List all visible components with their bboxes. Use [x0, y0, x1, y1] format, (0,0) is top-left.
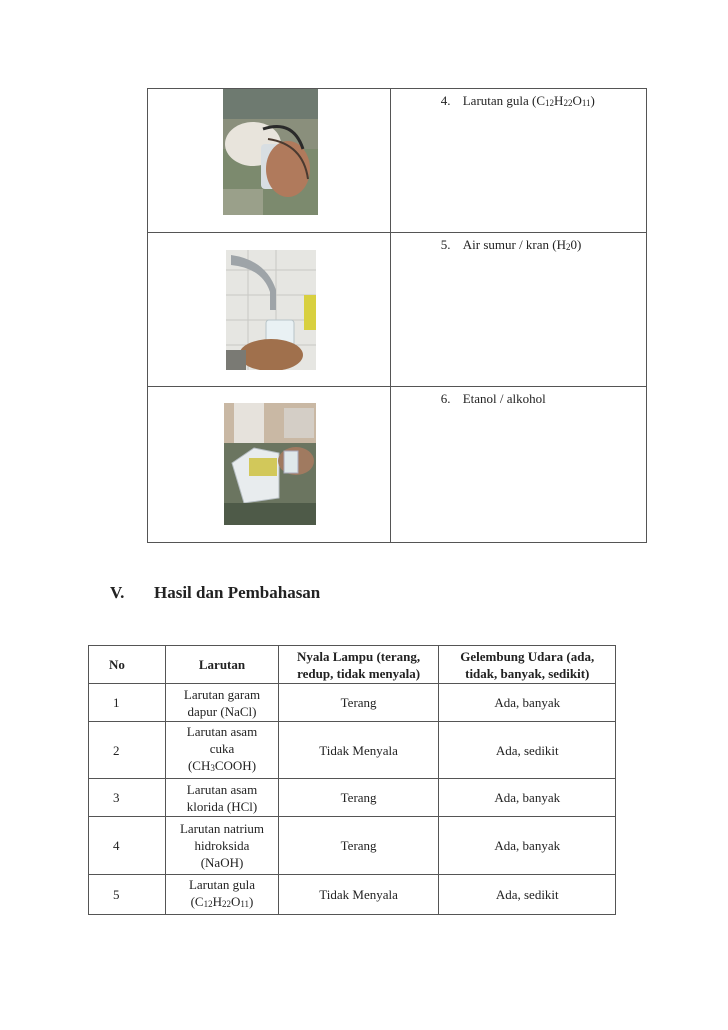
cell-no: 3	[89, 779, 166, 817]
step-item	[391, 387, 646, 407]
table-row	[89, 684, 616, 722]
subscript: 22	[221, 899, 231, 909]
formula-part: )	[249, 894, 254, 909]
step-label: Larutan gula (C	[462, 93, 546, 108]
table-row	[89, 817, 616, 875]
photo-cell	[148, 387, 391, 543]
solution-line: cuka	[209, 741, 235, 756]
solution-line: klorida (HCl)	[186, 798, 258, 814]
solution-line: Larutan asam	[186, 724, 258, 739]
subscript: 11	[581, 98, 591, 108]
cell-no: 1	[89, 684, 166, 722]
cell-bubble: Ada, banyak	[439, 779, 616, 817]
formula-part: O	[230, 894, 241, 909]
solution-line: Larutan garam	[183, 686, 261, 702]
solution-line: Larutan asam	[186, 781, 258, 797]
formula-part: (C	[190, 894, 204, 909]
formula-part: 0)	[570, 237, 582, 252]
results-table	[88, 645, 616, 915]
cell-solution	[166, 779, 278, 817]
cell-lamp: Terang	[278, 684, 439, 722]
cell-lamp: Terang	[278, 779, 439, 817]
cell-no: 2	[89, 722, 166, 779]
step-label: Etanol / alkohol	[462, 391, 546, 406]
cell-lamp: Tidak Menyala	[278, 722, 439, 779]
step-label: Air sumur / kran (H	[462, 237, 566, 252]
header-solution: Larutan	[166, 646, 278, 684]
cell-solution	[166, 722, 278, 779]
photo-caption-cell	[390, 233, 646, 387]
table-row	[89, 779, 616, 817]
cell-solution	[166, 817, 278, 875]
header-no: No	[89, 646, 166, 684]
solution-line: (CH	[187, 758, 211, 773]
cell-bubble: Ada, banyak	[439, 684, 616, 722]
photo-cell	[148, 89, 391, 233]
header-lamp	[278, 646, 439, 684]
formula-part: H	[554, 93, 564, 108]
solution-line: Larutan natrium	[179, 821, 265, 836]
step-number: 4.	[440, 93, 451, 108]
subscript: 22	[563, 98, 573, 108]
photo-row	[148, 387, 647, 543]
photo-caption-cell	[390, 387, 646, 543]
cell-lamp: Terang	[278, 817, 439, 875]
solution-line: hidroksida	[194, 838, 250, 853]
step-number: 6.	[440, 391, 451, 406]
header-bubble-line: tidak, banyak, sedikit)	[465, 665, 590, 681]
cell-solution	[166, 875, 278, 915]
photo-cell	[148, 233, 391, 387]
cell-no: 4	[89, 817, 166, 875]
subscript: 3	[210, 763, 215, 773]
section-heading	[110, 583, 320, 603]
cell-solution	[166, 684, 278, 722]
tap-water-photo	[226, 250, 316, 370]
formula-part: H	[212, 894, 222, 909]
cell-bubble: Ada, sedikit	[439, 722, 616, 779]
formula-part: )	[590, 93, 595, 108]
subscript: 12	[203, 899, 213, 909]
header-bubble	[439, 646, 616, 684]
subscript: 2	[566, 242, 571, 252]
cell-lamp: Tidak Menyala	[278, 875, 439, 915]
formula-part: O	[572, 93, 582, 108]
solution-line: COOH)	[214, 758, 257, 773]
step-item	[391, 233, 646, 253]
subscript: 11	[240, 899, 250, 909]
cell-no: 5	[89, 875, 166, 915]
header-bubble-line: Gelembung Udara (ada,	[460, 648, 595, 664]
ethanol-photo	[224, 403, 316, 525]
sugar-solution-photo	[223, 89, 318, 215]
photo-row	[148, 89, 647, 233]
cell-bubble: Ada, sedikit	[439, 875, 616, 915]
solution-line: dapur (NaCl)	[187, 703, 257, 719]
table-row	[89, 722, 616, 779]
header-lamp-line: Nyala Lampu (terang,	[297, 648, 421, 664]
subscript: 12	[545, 98, 555, 108]
header-lamp-line: redup, tidak menyala)	[297, 665, 421, 681]
cell-bubble: Ada, banyak	[439, 817, 616, 875]
table-header-row	[89, 646, 616, 684]
step-item	[391, 89, 646, 109]
photo-row	[148, 233, 647, 387]
table-row	[89, 875, 616, 915]
solution-line: (NaOH)	[200, 855, 244, 870]
step-number: 5.	[440, 237, 451, 252]
photo-caption-cell	[390, 89, 646, 233]
solution-line: Larutan gula	[188, 877, 256, 892]
section-number: V.	[110, 583, 125, 602]
photo-table	[147, 88, 647, 543]
section-title: Hasil dan Pembahasan	[154, 583, 321, 602]
